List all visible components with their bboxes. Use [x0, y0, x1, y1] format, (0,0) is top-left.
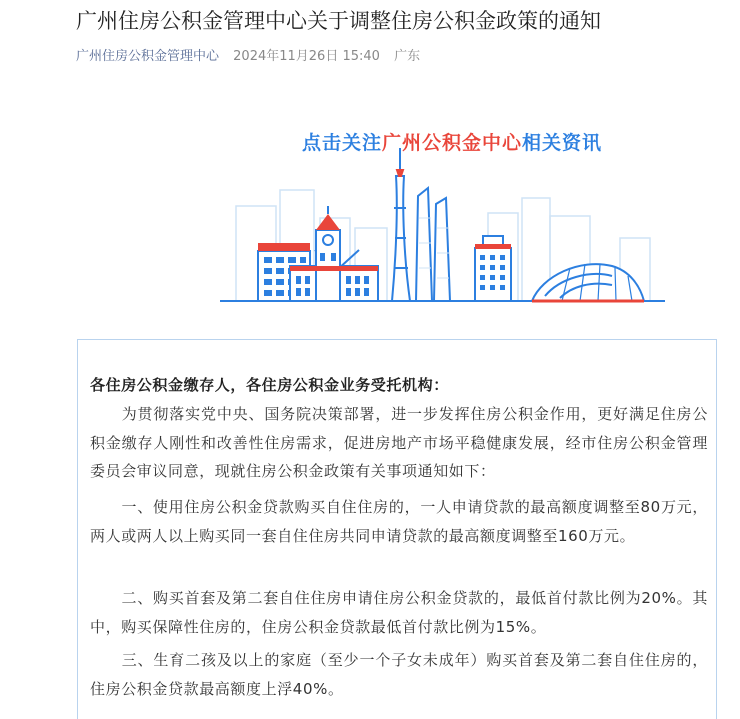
- banner-follow-text[interactable]: [232, 128, 672, 155]
- publish-datetime: 2024年11月26日 15:40: [233, 49, 380, 64]
- paragraph-intro: 为贯彻落实党中央、国务院决策部署，进一步发挥住房公积金作用，更好满足住房公积金缴存人刚性和改善性住房需求，促进房地产市场平稳健康发展，经市住房公积金管理委员会审议同意，现就住房公积金政策有关事项通知如下：: [90, 405, 708, 480]
- article-meta: [76, 45, 420, 64]
- stadium: [532, 264, 644, 301]
- office-building-right: [475, 236, 511, 301]
- twin-towers: [416, 188, 450, 301]
- paragraph-item-1: 一、使用住房公积金贷款购买自住住房的，一人申请贷款的最高额度调整至80万元，两人或两人以上购买同一套自住住房共同申请贷款的最高额度调整至160万元。: [90, 498, 708, 545]
- paragraph-item-2: 二、购买首套及第二套自住住房申请住房公积金贷款的，最低首付款比例为20%。其中，购买保障性住房的，住房公积金贷款最低首付款比例为15%。: [90, 589, 708, 636]
- banner-suffix: 相关资讯: [522, 132, 603, 154]
- banner-prefix: 点击关注: [301, 132, 382, 154]
- publish-location: 广东: [394, 49, 421, 64]
- canton-tower: [392, 148, 410, 301]
- account-name-link[interactable]: 广州住房公积金管理中心: [76, 49, 220, 64]
- article-title: 广州住房公积金管理中心关于调整住房公积金政策的通知: [76, 9, 601, 33]
- paragraph-item-3: 三、生育二孩及以上的家庭（至少一个子女未成年）购买首套及第二套自住住房的，住房公积金贷款最高额度上浮40%。: [90, 651, 708, 698]
- banner-highlight: 广州公积金中心: [381, 132, 522, 154]
- salutation: 各住房公积金缴存人，各住房公积金业务受托机构：: [90, 376, 449, 394]
